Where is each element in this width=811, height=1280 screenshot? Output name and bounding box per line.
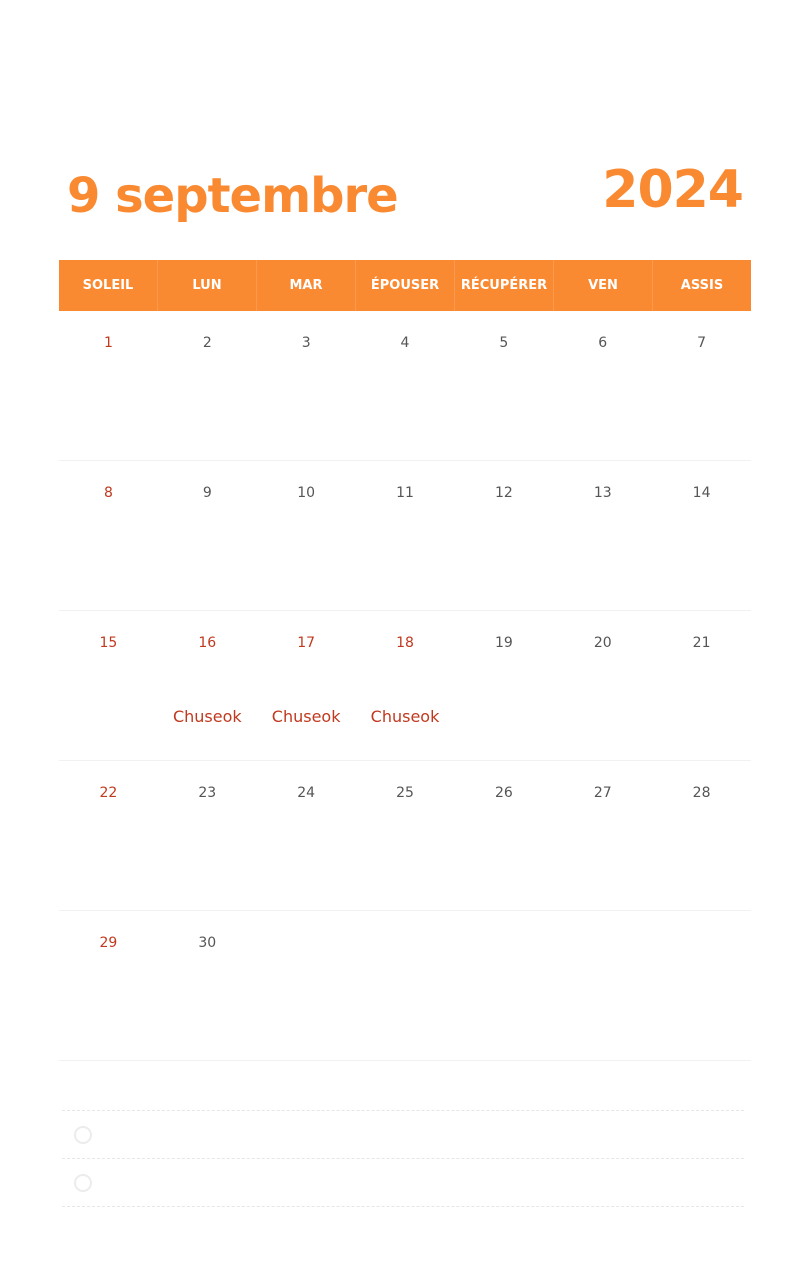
day-cell[interactable] <box>652 461 751 610</box>
week-row <box>59 461 751 611</box>
day-number: 20 <box>593 635 612 651</box>
note-line <box>62 1158 744 1206</box>
day-number: 4 <box>400 335 410 351</box>
day-cell[interactable] <box>257 311 356 460</box>
day-cell[interactable] <box>158 311 257 460</box>
day-number: 15 <box>99 635 118 651</box>
day-number: 23 <box>198 785 217 801</box>
day-number: 26 <box>494 785 513 801</box>
day-cell[interactable] <box>652 911 751 1060</box>
day-number: 10 <box>297 485 316 501</box>
day-cell[interactable] <box>553 311 652 460</box>
notes-list <box>62 1110 744 1207</box>
weekday-label: ÉPOUSER <box>356 260 455 311</box>
weekday-label: SOLEIL <box>59 260 158 311</box>
day-number: 17 <box>297 635 316 651</box>
day-cell[interactable] <box>356 611 455 760</box>
day-number: 22 <box>99 785 118 801</box>
note-line <box>62 1206 744 1207</box>
day-number: 29 <box>99 935 118 951</box>
event-label[interactable]: Chuseok <box>271 707 341 726</box>
weekday-label: RÉCUPÉRER <box>455 260 554 311</box>
day-cell[interactable] <box>158 611 257 760</box>
day-cell[interactable] <box>553 611 652 760</box>
day-number: 13 <box>593 485 612 501</box>
day-cell[interactable] <box>652 611 751 760</box>
note-line <box>62 1110 744 1158</box>
day-number: 12 <box>494 485 513 501</box>
day-number: 7 <box>697 335 707 351</box>
day-number: 2 <box>202 335 212 351</box>
day-number: 27 <box>593 785 612 801</box>
day-cell[interactable] <box>59 761 158 910</box>
day-number: 3 <box>301 335 311 351</box>
day-cell[interactable] <box>553 911 652 1060</box>
day-cell[interactable] <box>59 461 158 610</box>
day-cell[interactable] <box>356 461 455 610</box>
day-cell[interactable] <box>257 761 356 910</box>
day-number: 28 <box>692 785 711 801</box>
day-cell[interactable] <box>553 461 652 610</box>
week-row <box>59 611 751 761</box>
day-cell[interactable] <box>158 461 257 610</box>
day-cell[interactable] <box>257 461 356 610</box>
calendar-grid <box>59 311 751 1061</box>
day-cell[interactable] <box>59 911 158 1060</box>
weekday-label: LUN <box>158 260 257 311</box>
day-number: 18 <box>396 635 414 651</box>
day-cell[interactable] <box>454 761 553 910</box>
day-cell[interactable] <box>59 611 158 760</box>
day-cell[interactable] <box>158 911 257 1060</box>
day-number: 8 <box>103 485 113 501</box>
day-number: 5 <box>499 335 509 351</box>
day-cell[interactable] <box>356 311 455 460</box>
day-cell[interactable] <box>454 911 553 1060</box>
checkbox-circle-icon[interactable] <box>74 1174 92 1192</box>
day-cell[interactable] <box>454 611 553 760</box>
day-cell[interactable] <box>257 611 356 760</box>
year-title: 2024 <box>602 160 743 220</box>
day-number: 19 <box>494 635 513 651</box>
weekday-header <box>59 260 751 311</box>
day-cell[interactable] <box>59 311 158 460</box>
weekday-label: MAR <box>257 260 356 311</box>
day-cell[interactable] <box>158 761 257 910</box>
day-cell[interactable] <box>454 461 553 610</box>
weekday-label: VEN <box>554 260 653 311</box>
event-label[interactable]: Chuseok <box>370 707 440 726</box>
day-number: 9 <box>202 485 212 501</box>
week-row <box>59 911 751 1061</box>
day-number: 1 <box>103 335 113 351</box>
event-label[interactable]: Chuseok <box>172 707 242 726</box>
day-number: 6 <box>598 335 608 351</box>
day-number: 30 <box>198 935 217 951</box>
day-cell[interactable] <box>257 911 356 1060</box>
day-cell[interactable] <box>652 761 751 910</box>
day-number: 11 <box>396 485 414 501</box>
week-row <box>59 311 751 461</box>
day-cell[interactable] <box>454 311 553 460</box>
day-cell[interactable] <box>652 311 751 460</box>
week-row <box>59 761 751 911</box>
day-cell[interactable] <box>553 761 652 910</box>
day-cell[interactable] <box>356 911 455 1060</box>
checkbox-circle-icon[interactable] <box>74 1126 92 1144</box>
weekday-label: ASSIS <box>680 278 724 293</box>
day-number: 14 <box>692 485 711 501</box>
day-cell[interactable] <box>356 761 455 910</box>
day-number: 16 <box>198 635 217 651</box>
day-number: 24 <box>297 785 316 801</box>
month-title: 9 septembre <box>67 168 398 224</box>
day-number: 21 <box>692 635 711 651</box>
day-number: 25 <box>396 785 414 801</box>
